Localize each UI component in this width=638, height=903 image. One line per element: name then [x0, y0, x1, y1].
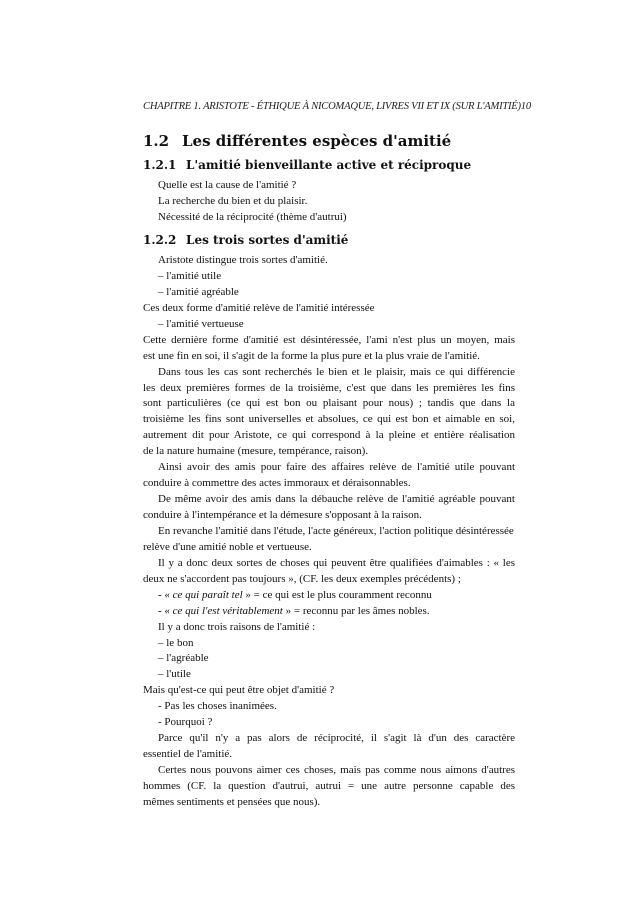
running-header: [143, 101, 623, 112]
text-line: les deux premières formes de la troisième, c'est que dans les premières les fins: [143, 381, 515, 394]
italic-phrase: ce qui paraît tel: [172, 588, 243, 601]
text-line: Il y a donc deux sortes de choses qui peuvent être qualifiées d'aimables : « les: [158, 556, 515, 569]
subsection-2-body: [143, 253, 515, 811]
text-line: autrement dit pour Aristote, ce qui correspond à la pleine et entière réalisation: [143, 429, 515, 442]
text-line: de la nature humaine (mesure, tempérance, raison).: [143, 445, 369, 458]
subsection-title: Les trois sortes d'amitié: [186, 233, 349, 247]
list-item: – l'amitié agréable: [158, 285, 239, 298]
text-line: Parce qu'il n'y a pas alors de réciprocité, il s'agit là d'un des caractère: [158, 732, 515, 745]
subsection-number: 1.2.1: [143, 158, 177, 172]
subsection-number: 1.2.2: [143, 233, 177, 247]
text-line: conduire à commettre des actes immoraux et déraisonnables.: [143, 477, 411, 490]
text-line: Nécessité de la réciprocité (thème d'autrui): [158, 210, 347, 223]
subsection-title: L'amitié bienveillante active et réciproque: [186, 158, 472, 172]
section-heading: [143, 132, 451, 150]
list-item: – l'amitié vertueuse: [158, 317, 244, 330]
text-line: Ces deux forme d'amitié relève de l'amitié intéressée: [143, 301, 375, 314]
text-line: Il y a donc trois raisons de l'amitié :: [158, 620, 316, 633]
text-line: En revanche l'amitié dans l'étude, l'acte généreux, l'action politique désintéressée: [158, 524, 514, 537]
text-line: Ainsi avoir des amis pour faire des affaires relève de l'amitié utile pouvant: [158, 461, 515, 474]
page-number: 10: [520, 101, 531, 112]
text-line: deux ne s'accordent pas toujours », (CF. les deux exemples précédents) ;: [143, 572, 461, 585]
text-line: hommes (CF. la question d'autrui, autrui = une autre personne capable des: [143, 779, 515, 792]
text-line: troisième les fins sont universelles et absolues, ce qui est bon et aimable en soi,: [143, 413, 515, 426]
text-line: Quelle est la cause de l'amitié ?: [158, 179, 297, 191]
text-line: essentiel de l'amitié.: [143, 748, 233, 761]
list-item: – le bon: [158, 636, 194, 649]
text-line: mêmes sentiments et pensées que nous).: [143, 795, 321, 808]
text-line: conduire à l'intempérance et la démesure s'opposant à la raison.: [143, 509, 422, 521]
text-line: est une fin en soi, il s'agit de la forme la plus pure et la plus vraie de l'amitié.: [143, 349, 480, 362]
text-line: Dans tous les cas sont recherchés le bien et le plaisir, mais ce qui différencie: [158, 365, 515, 378]
list-item: – l'amitié utile: [158, 269, 222, 282]
section-title: Les différentes espèces d'amitié: [182, 132, 452, 150]
text-line: - « ce qui l'est véritablement » = reconnu par les âmes nobles.: [158, 604, 430, 617]
subsection-heading-1: [143, 158, 471, 172]
text-line: - Pourquoi ?: [158, 716, 213, 729]
text-line: Certes nous pouvons aimer ces choses, mais pas comme nous aimons d'autres: [158, 764, 515, 776]
text-line: De même avoir des amis dans la débauche relève de l'amitié agréable pouvant: [158, 493, 515, 506]
subsection-1-body: [143, 178, 515, 226]
running-title: CHAPITRE 1. ARISTOTE - ÉTHIQUE À NICOMAQUE, LIVRES VII ET IX (SUR L'AMITIÉ): [143, 101, 521, 112]
text-line: - Pas les choses inanimées.: [158, 700, 277, 713]
italic-phrase: ce qui l'est véritablement: [172, 604, 283, 617]
text-line: - « ce qui paraît tel » = ce qui est le plus couramment reconnu: [158, 588, 432, 601]
list-item: – l'utile: [158, 668, 191, 681]
list-item: – l'agréable: [158, 652, 209, 665]
subsection-heading-2: [143, 233, 348, 247]
text-line: La recherche du bien et du plaisir.: [158, 194, 308, 207]
text-line: relève d'une amitié noble et vertueuse.: [143, 540, 312, 553]
text-line: Mais qu'est-ce qui peut être objet d'amitié ?: [143, 684, 335, 697]
text-line: sont particulières (ce qui est bon ou plaisant pour nous) ; tandis que dans la: [143, 397, 515, 410]
section-number: 1.2: [143, 132, 170, 150]
text-line: Aristote distingue trois sortes d'amitié.: [158, 254, 328, 266]
text-line: Cette dernière forme d'amitié est désintéressée, l'ami n'est plus un moyen, mais: [143, 333, 515, 346]
